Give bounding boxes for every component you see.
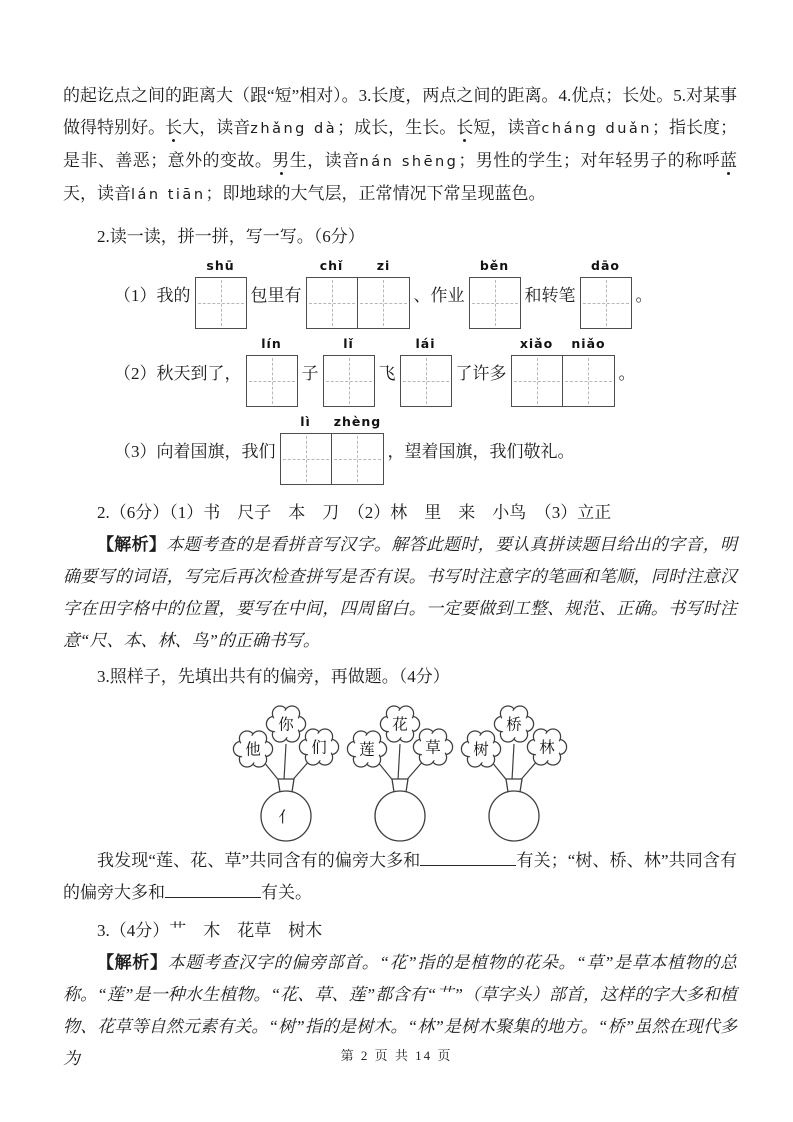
blank-line xyxy=(420,852,516,866)
vase-body xyxy=(489,791,539,841)
vase-neck xyxy=(506,779,522,792)
flower-char-top: 你 xyxy=(278,716,294,734)
pinyin-box-col xyxy=(332,414,384,485)
vase-group-3 xyxy=(458,697,570,843)
pinyin-inline: zhǎng dà xyxy=(250,121,338,137)
vase-body xyxy=(375,791,425,841)
pinyin-label: lái xyxy=(415,336,436,351)
q3-discover-paragraph xyxy=(63,845,737,909)
pinyin-box-col xyxy=(306,258,358,329)
text-run: 的起讫点之间的距离大（跟“短”相对）。3.长度，两点之间的距离。4.优点；长处。5.对某事做得特别好。 xyxy=(63,86,737,137)
vase-neck xyxy=(278,779,294,792)
pinyin-writing-set xyxy=(400,336,452,407)
text-run: 和转笔 xyxy=(524,286,576,305)
pinyin-box-col xyxy=(400,336,452,407)
analysis-text: 本题考查汉字的偏旁部首。“花”指的是植物的花朵。“草”是草本植物的总称。“莲”是一种水生植物。“花、草、莲”都含有“艹”（草字头）部首，这样的字大多和植物、花草等自然元素有关。“树”指的是树木。“林”是树木聚集的地方。“桥”虽然在现代多为 xyxy=(63,953,738,1068)
pinyin-label: běn xyxy=(479,258,510,273)
q3-heading: 3.照样子，先填出共有的偏旁，再做题。（4分） xyxy=(97,667,450,686)
tianzige-box xyxy=(580,277,632,329)
pinyin-label: lì xyxy=(300,414,311,429)
text-run: 短，读音 xyxy=(473,118,542,137)
pinyin-box-col xyxy=(280,414,332,485)
pinyin-writing-set xyxy=(280,414,384,485)
pinyin-box-col xyxy=(469,258,521,329)
flower-char-right: 林 xyxy=(539,739,555,757)
text-run: 子 xyxy=(301,364,319,383)
pinyin-box-col xyxy=(580,258,632,329)
q2-heading: 2.读一读，拼一拼，写一写。（6分） xyxy=(97,227,365,246)
tianzige-box xyxy=(323,355,375,407)
pinyin-box-col xyxy=(246,336,298,407)
pinyin-box-col xyxy=(358,258,410,329)
text-run: （2）秋天到了， xyxy=(114,364,242,383)
text-run: （3）向着国旗，我们 xyxy=(114,442,276,461)
pinyin-writing-set xyxy=(580,258,632,329)
pinyin-inline: nán shēng xyxy=(359,154,459,170)
pinyin-writing-set xyxy=(246,336,298,407)
pinyin-label: zi xyxy=(376,258,391,273)
flower-char-right: 草 xyxy=(425,739,441,757)
text-run: 包里有 xyxy=(250,286,302,305)
text-run: ；男性的学生；对年轻男子的称呼 xyxy=(458,151,721,170)
tianzige-box xyxy=(195,277,247,329)
flower-char-left: 树 xyxy=(473,741,489,759)
pinyin-writing-set xyxy=(511,336,615,407)
tianzige-box xyxy=(306,277,358,329)
text-run: 飞 xyxy=(378,364,396,383)
q2-item-1 xyxy=(63,258,737,329)
q2-answer: 2.（6分）（1）书 尺子 本 刀 （2）林 里 来 小鸟 （3）立正 xyxy=(97,503,612,522)
vase-group-1 xyxy=(230,697,342,843)
flower-char-top: 桥 xyxy=(506,716,522,734)
tianzige-box xyxy=(400,355,452,407)
text-run: 天，读音 xyxy=(63,184,131,203)
text-run: 有关。 xyxy=(261,883,312,902)
emphasized-char: 男 xyxy=(272,151,290,170)
tianzige-box xyxy=(358,277,410,329)
q2-item-2 xyxy=(63,336,737,407)
text-run: 、作业 xyxy=(413,286,465,305)
text-run: 有关；“树、桥、林”共同含有的偏旁大多和 xyxy=(63,851,737,902)
pinyin-writing-set xyxy=(195,258,247,329)
pinyin-box-col xyxy=(563,336,615,407)
blank-line xyxy=(165,884,261,898)
pinyin-label: lín xyxy=(261,336,282,351)
pinyin-label: zhèng xyxy=(333,414,382,429)
text-run: 生，读音 xyxy=(289,151,360,170)
pinyin-writing-set xyxy=(323,336,375,407)
emphasized-char: 长 xyxy=(165,118,183,137)
vase-base-char: 亻 xyxy=(278,809,294,826)
text-run: ，望着国旗，我们敬礼。 xyxy=(387,442,575,461)
tianzige-box xyxy=(563,355,615,407)
q2-analysis xyxy=(63,529,737,657)
text-run: 。 xyxy=(635,286,653,305)
pinyin-label: xiǎo xyxy=(519,336,554,351)
text-run: （1）我的 xyxy=(114,286,191,305)
flower-char-right: 们 xyxy=(311,739,327,757)
definition-paragraph xyxy=(63,80,737,211)
q2-item-3 xyxy=(63,414,737,485)
flower-char-left: 他 xyxy=(245,741,261,759)
text-run: ；成长，生长。 xyxy=(337,118,457,137)
emphasized-char: 长 xyxy=(456,118,474,137)
flower-char-left: 莲 xyxy=(359,741,375,759)
vase-neck xyxy=(392,779,408,792)
radical-vase-diagram xyxy=(63,697,737,843)
text-run: 。 xyxy=(618,364,636,383)
page-number-footer: 第 2 页 共 14 页 xyxy=(340,1048,453,1063)
pinyin-writing-set xyxy=(469,258,521,329)
pinyin-label: dāo xyxy=(591,258,620,273)
text-run: 了许多 xyxy=(455,364,507,383)
pinyin-label: shū xyxy=(206,258,235,273)
pinyin-inline: lán tiān xyxy=(131,187,206,203)
text-run: ；即地球的大气层，正常情况下常呈现蓝色。 xyxy=(205,184,546,203)
pinyin-label: niǎo xyxy=(571,336,606,351)
pinyin-label: chǐ xyxy=(319,258,344,273)
vase-group-2 xyxy=(344,697,456,843)
text-run: ；指长度；是非、善恶；意外的变故。 xyxy=(63,118,738,170)
tianzige-box xyxy=(280,433,332,485)
tianzige-box xyxy=(511,355,563,407)
text-run: 我发现“莲、花、草”共同含有的偏旁大多和 xyxy=(97,851,421,870)
analysis-text: 本题考查的是看拼音写汉字。解答此题时，要认真拼读题目给出的字音，明确要写的词语，写完后再次检查拼写是否有误。书写时注意字的笔画和笔顺，同时注意汉字在田字格中的位置，要写在中间，四周留白。一定要做到工整、规范、正确。书写时注意“尺、本、林、鸟”的正确书写。 xyxy=(63,535,738,650)
tianzige-box xyxy=(332,433,384,485)
pinyin-writing-set xyxy=(306,258,410,329)
pinyin-label: lǐ xyxy=(343,336,354,351)
tianzige-box xyxy=(246,355,298,407)
emphasized-char: 蓝 xyxy=(720,151,738,170)
flower-char-top: 花 xyxy=(392,716,408,734)
q3-answer: 3.（4分）艹 木 花草 树木 xyxy=(97,921,323,940)
analysis-label: 【解析】 xyxy=(97,953,168,972)
text-run: 大，读音 xyxy=(182,118,251,137)
pinyin-box-col xyxy=(511,336,563,407)
pinyin-inline: cháng duǎn xyxy=(541,121,652,137)
pinyin-box-col xyxy=(323,336,375,407)
pinyin-box-col xyxy=(195,258,247,329)
analysis-label: 【解析】 xyxy=(97,535,167,554)
tianzige-box xyxy=(469,277,521,329)
